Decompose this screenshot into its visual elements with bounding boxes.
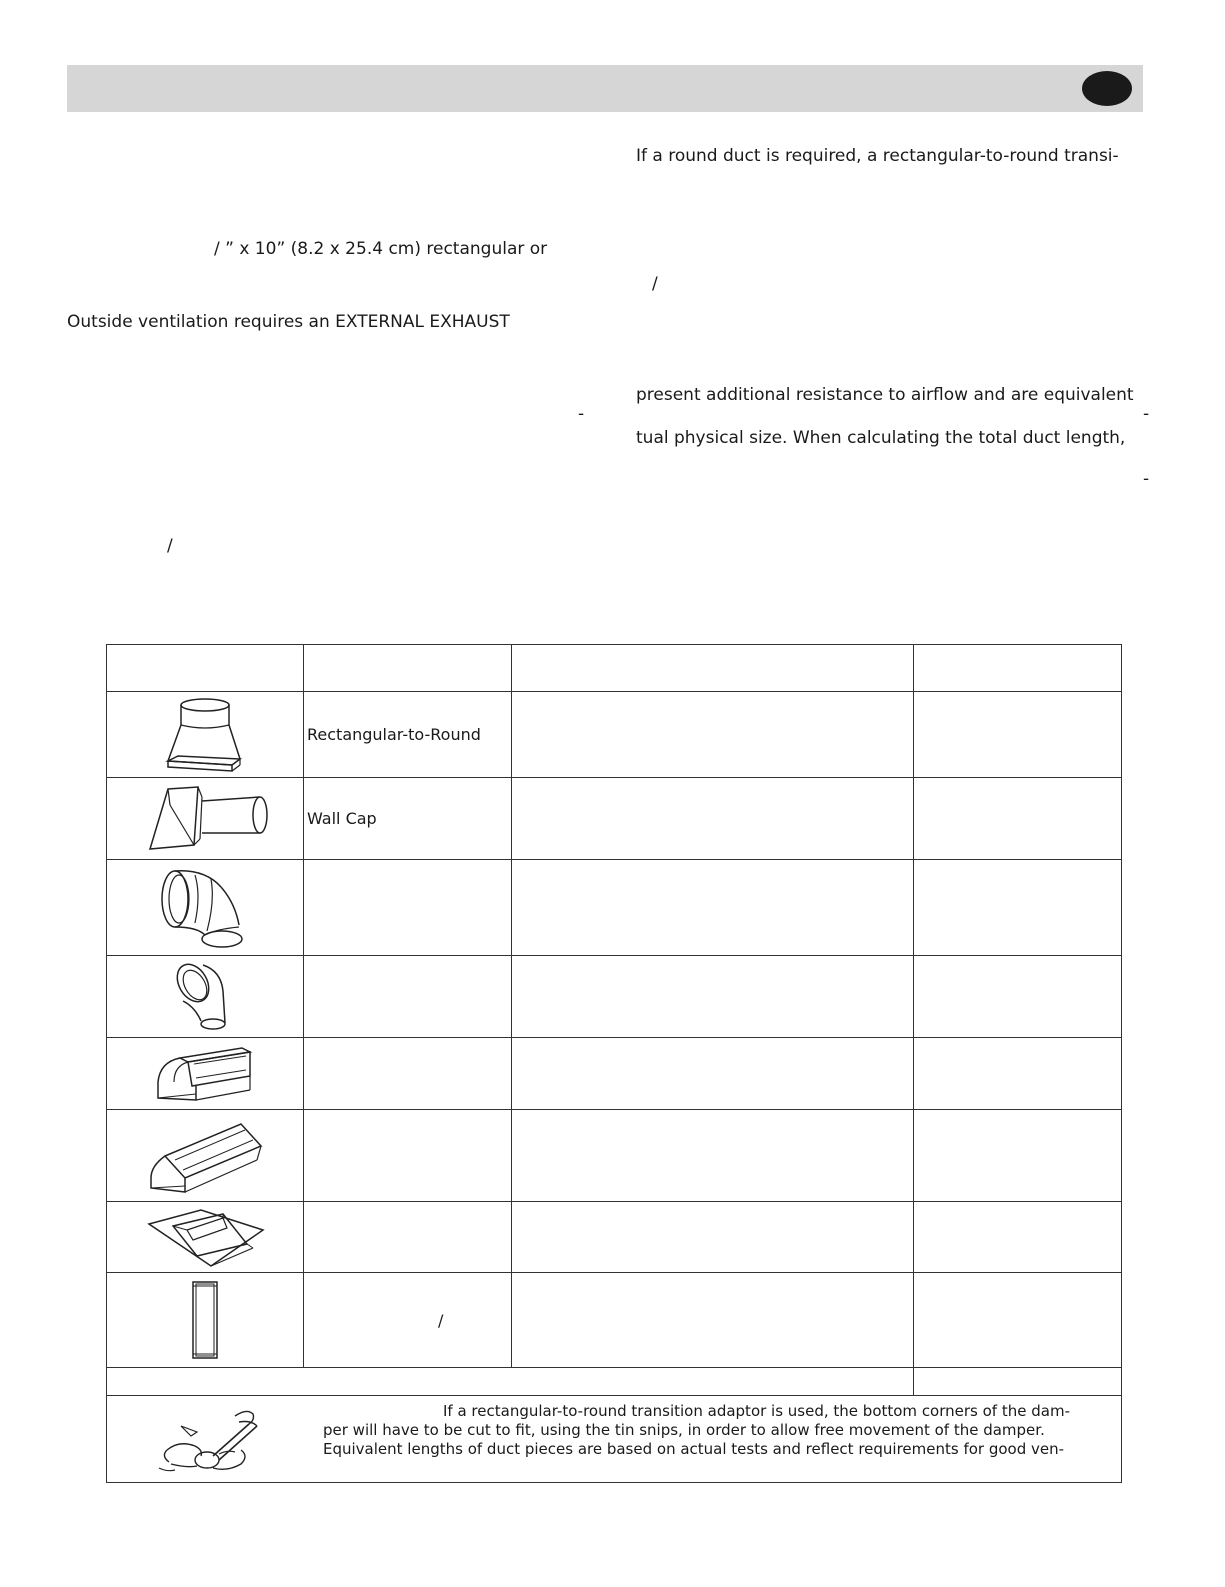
round-45-elbow-icon [165, 961, 245, 1033]
left-slash: / [167, 536, 173, 556]
duct-pieces-table [106, 644, 1122, 1483]
note-line-1: If a rectangular-to-round transition adaptor is used, the bottom corners of the dam- [443, 1402, 1070, 1420]
illustration-cell [107, 860, 304, 956]
piece-description-cell [512, 860, 914, 956]
header-cell-piece [304, 645, 512, 692]
piece-equivalent-cell [914, 778, 1122, 860]
piece-description-cell [512, 1202, 914, 1273]
table-note-row [107, 1396, 1122, 1483]
right-dash-2: - [1143, 469, 1150, 489]
note-line-3: Equivalent lengths of duct pieces are based on actual tests and reflect requirements for good ven- [323, 1440, 1065, 1458]
illustration-cell [107, 1038, 304, 1110]
table-row [107, 692, 1122, 778]
rectangular-90-elbow-icon [150, 1042, 260, 1106]
illustration-cell [107, 1202, 304, 1273]
table-row [107, 1202, 1122, 1273]
piece-description-cell [512, 778, 914, 860]
left-dash: - [578, 404, 585, 424]
piece-name-cell: / [304, 1273, 512, 1368]
straight-duct-icon [185, 1278, 225, 1362]
header-cell-description [512, 645, 914, 692]
roof-cap-icon [143, 1204, 267, 1270]
round-duct-line: If a round duct is required, a rectangular-to-round transi- [636, 146, 1119, 166]
piece-name-cell [304, 1202, 512, 1273]
physical-size-line: tual physical size. When calculating the total duct length, [636, 428, 1126, 448]
piece-description-cell [512, 1038, 914, 1110]
piece-name-cell [304, 956, 512, 1038]
illustration-cell [107, 692, 304, 778]
piece-description-cell [512, 692, 914, 778]
piece-name-cell [304, 860, 512, 956]
table-row [107, 1110, 1122, 1202]
rectangular-45-elbow-icon [145, 1116, 265, 1196]
piece-equivalent-cell [914, 692, 1122, 778]
piece-description-cell [512, 956, 914, 1038]
piece-name-cell [304, 1038, 512, 1110]
piece-name-cell [304, 1110, 512, 1202]
table-row [107, 860, 1122, 956]
piece-description-cell [512, 1273, 914, 1368]
total-label-cell [107, 1368, 914, 1396]
piece-equivalent-cell [914, 1110, 1122, 1202]
rectangular-to-round-transition-icon [160, 695, 250, 775]
illustration-cell [107, 956, 304, 1038]
right-dash-1: - [1143, 404, 1150, 424]
table-row [107, 1038, 1122, 1110]
duct-size-line: / ” x 10” (8.2 x 25.4 cm) rectangular or [214, 239, 548, 259]
header-cell-equivalent [914, 645, 1122, 692]
language-badge [1082, 71, 1132, 106]
section-header-bar [67, 65, 1143, 112]
piece-equivalent-cell [914, 956, 1122, 1038]
tin-snips-hands-icon [157, 1406, 269, 1474]
table-row [107, 778, 1122, 860]
table-row [107, 956, 1122, 1038]
piece-name-cell: Wall Cap [304, 778, 512, 860]
resistance-line: present additional resistance to airflow and are equivalent [636, 385, 1134, 405]
exhaust-line: Outside ventilation requires an EXTERNAL EXHAUST [67, 312, 510, 332]
right-slash: / [652, 274, 658, 294]
illustration-cell [107, 1110, 304, 1202]
piece-equivalent-cell [914, 860, 1122, 956]
wall-cap-icon [140, 783, 270, 855]
note-line-2: per will have to be cut to fit, using the tin snips, in order to allow free movement of the damper. [323, 1421, 1045, 1439]
header-cell-illustration [107, 645, 304, 692]
note-cell [107, 1396, 1122, 1483]
piece-equivalent-cell [914, 1273, 1122, 1368]
illustration-cell [107, 778, 304, 860]
piece-equivalent-cell [914, 1202, 1122, 1273]
illustration-cell [107, 1273, 304, 1368]
piece-name-cell: Rectangular-to-Round [304, 692, 512, 778]
round-90-elbow-icon [155, 865, 255, 951]
table-row [107, 1273, 1122, 1368]
piece-description-cell [512, 1110, 914, 1202]
piece-equivalent-cell [914, 1038, 1122, 1110]
total-value-cell [914, 1368, 1122, 1396]
table-header-row [107, 645, 1122, 692]
table-total-row [107, 1368, 1122, 1396]
